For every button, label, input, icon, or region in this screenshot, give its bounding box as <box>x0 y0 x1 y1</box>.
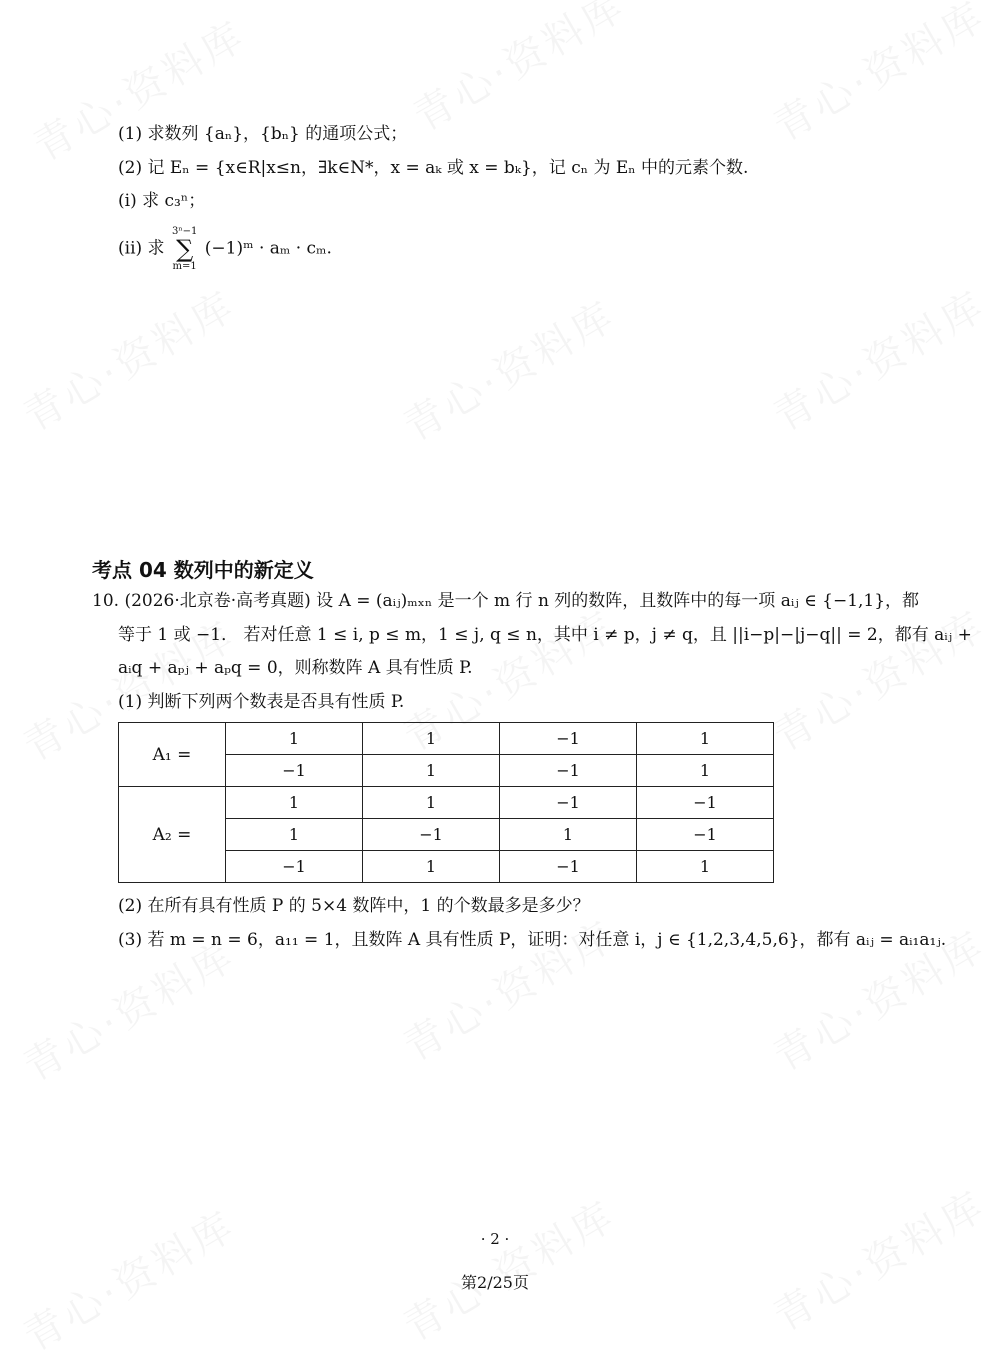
matrix-cell: −1 <box>500 787 637 819</box>
question-2-i: (i) 求 c₃ⁿ； <box>118 191 206 211</box>
watermark <box>12 275 246 443</box>
problem-10-line-1: 10. (2026·北京卷·高考真题) 设 A = (aᵢⱼ)ₘₓₙ 是一个 m 行 n 列的数阵，且数阵中的每一项 aᵢⱼ ∈ {−1,1}，都 <box>92 591 920 611</box>
sigma-symbol: ∑ <box>176 235 194 263</box>
watermark <box>402 0 636 142</box>
matrix-cell: 1 <box>500 819 637 851</box>
matrix-cell: 1 <box>363 851 500 883</box>
matrix-cell: 1 <box>637 755 774 787</box>
table-row <box>119 787 774 819</box>
watermark <box>392 1185 626 1353</box>
watermark <box>22 5 256 173</box>
question-2-ii-body: (−1)ᵐ · aₘ · cₘ. <box>204 238 332 259</box>
question-1: (1) 求数列 {aₙ}，{bₙ} 的通项公式； <box>118 124 408 144</box>
matrix-cell: 1 <box>363 755 500 787</box>
matrix-cell: −1 <box>500 723 637 755</box>
matrix-cell: −1 <box>226 851 363 883</box>
matrix-cell: 1 <box>637 851 774 883</box>
summation-upper: 3ⁿ−1 <box>171 226 198 237</box>
question-2-ii <box>118 226 332 272</box>
problem-10-line-3: aᵢq + aₚⱼ + aₚq = 0，则称数阵 A 具有性质 P. <box>118 658 473 678</box>
problem-10-question-1: (1) 判断下列两个数表是否具有性质 P. <box>118 692 405 712</box>
watermark <box>762 275 990 443</box>
summation <box>172 226 197 272</box>
watermark <box>762 1175 990 1343</box>
matrix-cell: 1 <box>226 787 363 819</box>
matrix-label-a2: A₂ = <box>119 787 226 883</box>
summation-lower: m=1 <box>172 261 197 272</box>
watermark <box>392 285 626 453</box>
problem-10-question-3: (3) 若 m = n = 6，a₁₁ = 1，且数阵 A 具有性质 P，证明：对任意 i，j ∈ {1,2,3,4,5,6}，都有 aᵢⱼ = aᵢ₁a₁ⱼ. <box>118 930 947 950</box>
question-2-ii-prefix: (ii) 求 <box>118 238 165 259</box>
matrix-cell: 1 <box>226 723 363 755</box>
table-row <box>119 723 774 755</box>
matrix-table <box>118 722 774 883</box>
matrix-cell: −1 <box>637 819 774 851</box>
watermark <box>762 595 990 763</box>
page-marker: · 2 · <box>480 1230 510 1248</box>
question-2: (2) 记 Eₙ = {x∈R|x≤n，∃k∈N*，x = aₖ 或 x = bₖ}，记 cₙ 为 Eₙ 中的元素个数. <box>118 158 749 178</box>
matrix-cell: 1 <box>226 819 363 851</box>
matrix-cell: −1 <box>637 787 774 819</box>
matrix-cell: −1 <box>500 851 637 883</box>
matrix-cell: −1 <box>500 755 637 787</box>
problem-10-question-2: (2) 在所有具有性质 P 的 5×4 数阵中，1 的个数最多是多少？ <box>118 896 590 916</box>
problem-10-line-2: 等于 1 或 −1． 若对任意 1 ≤ i, p ≤ m，1 ≤ j, q ≤ n，其中 i ≠ p，j ≠ q，且 ||i−p|−|j−q|| = 2，都有 aᵢⱼ + <box>118 625 972 645</box>
matrix-label-a1: A₁ = <box>119 723 226 787</box>
watermark <box>762 0 990 152</box>
matrix-cell: 1 <box>363 723 500 755</box>
section-title: 考点 04 数列中的新定义 <box>92 558 314 582</box>
matrix-cell: −1 <box>226 755 363 787</box>
matrix-cell: 1 <box>363 787 500 819</box>
page-count: 第2/25页 <box>461 1273 529 1292</box>
matrix-cell: 1 <box>637 723 774 755</box>
matrix-cell: −1 <box>363 819 500 851</box>
